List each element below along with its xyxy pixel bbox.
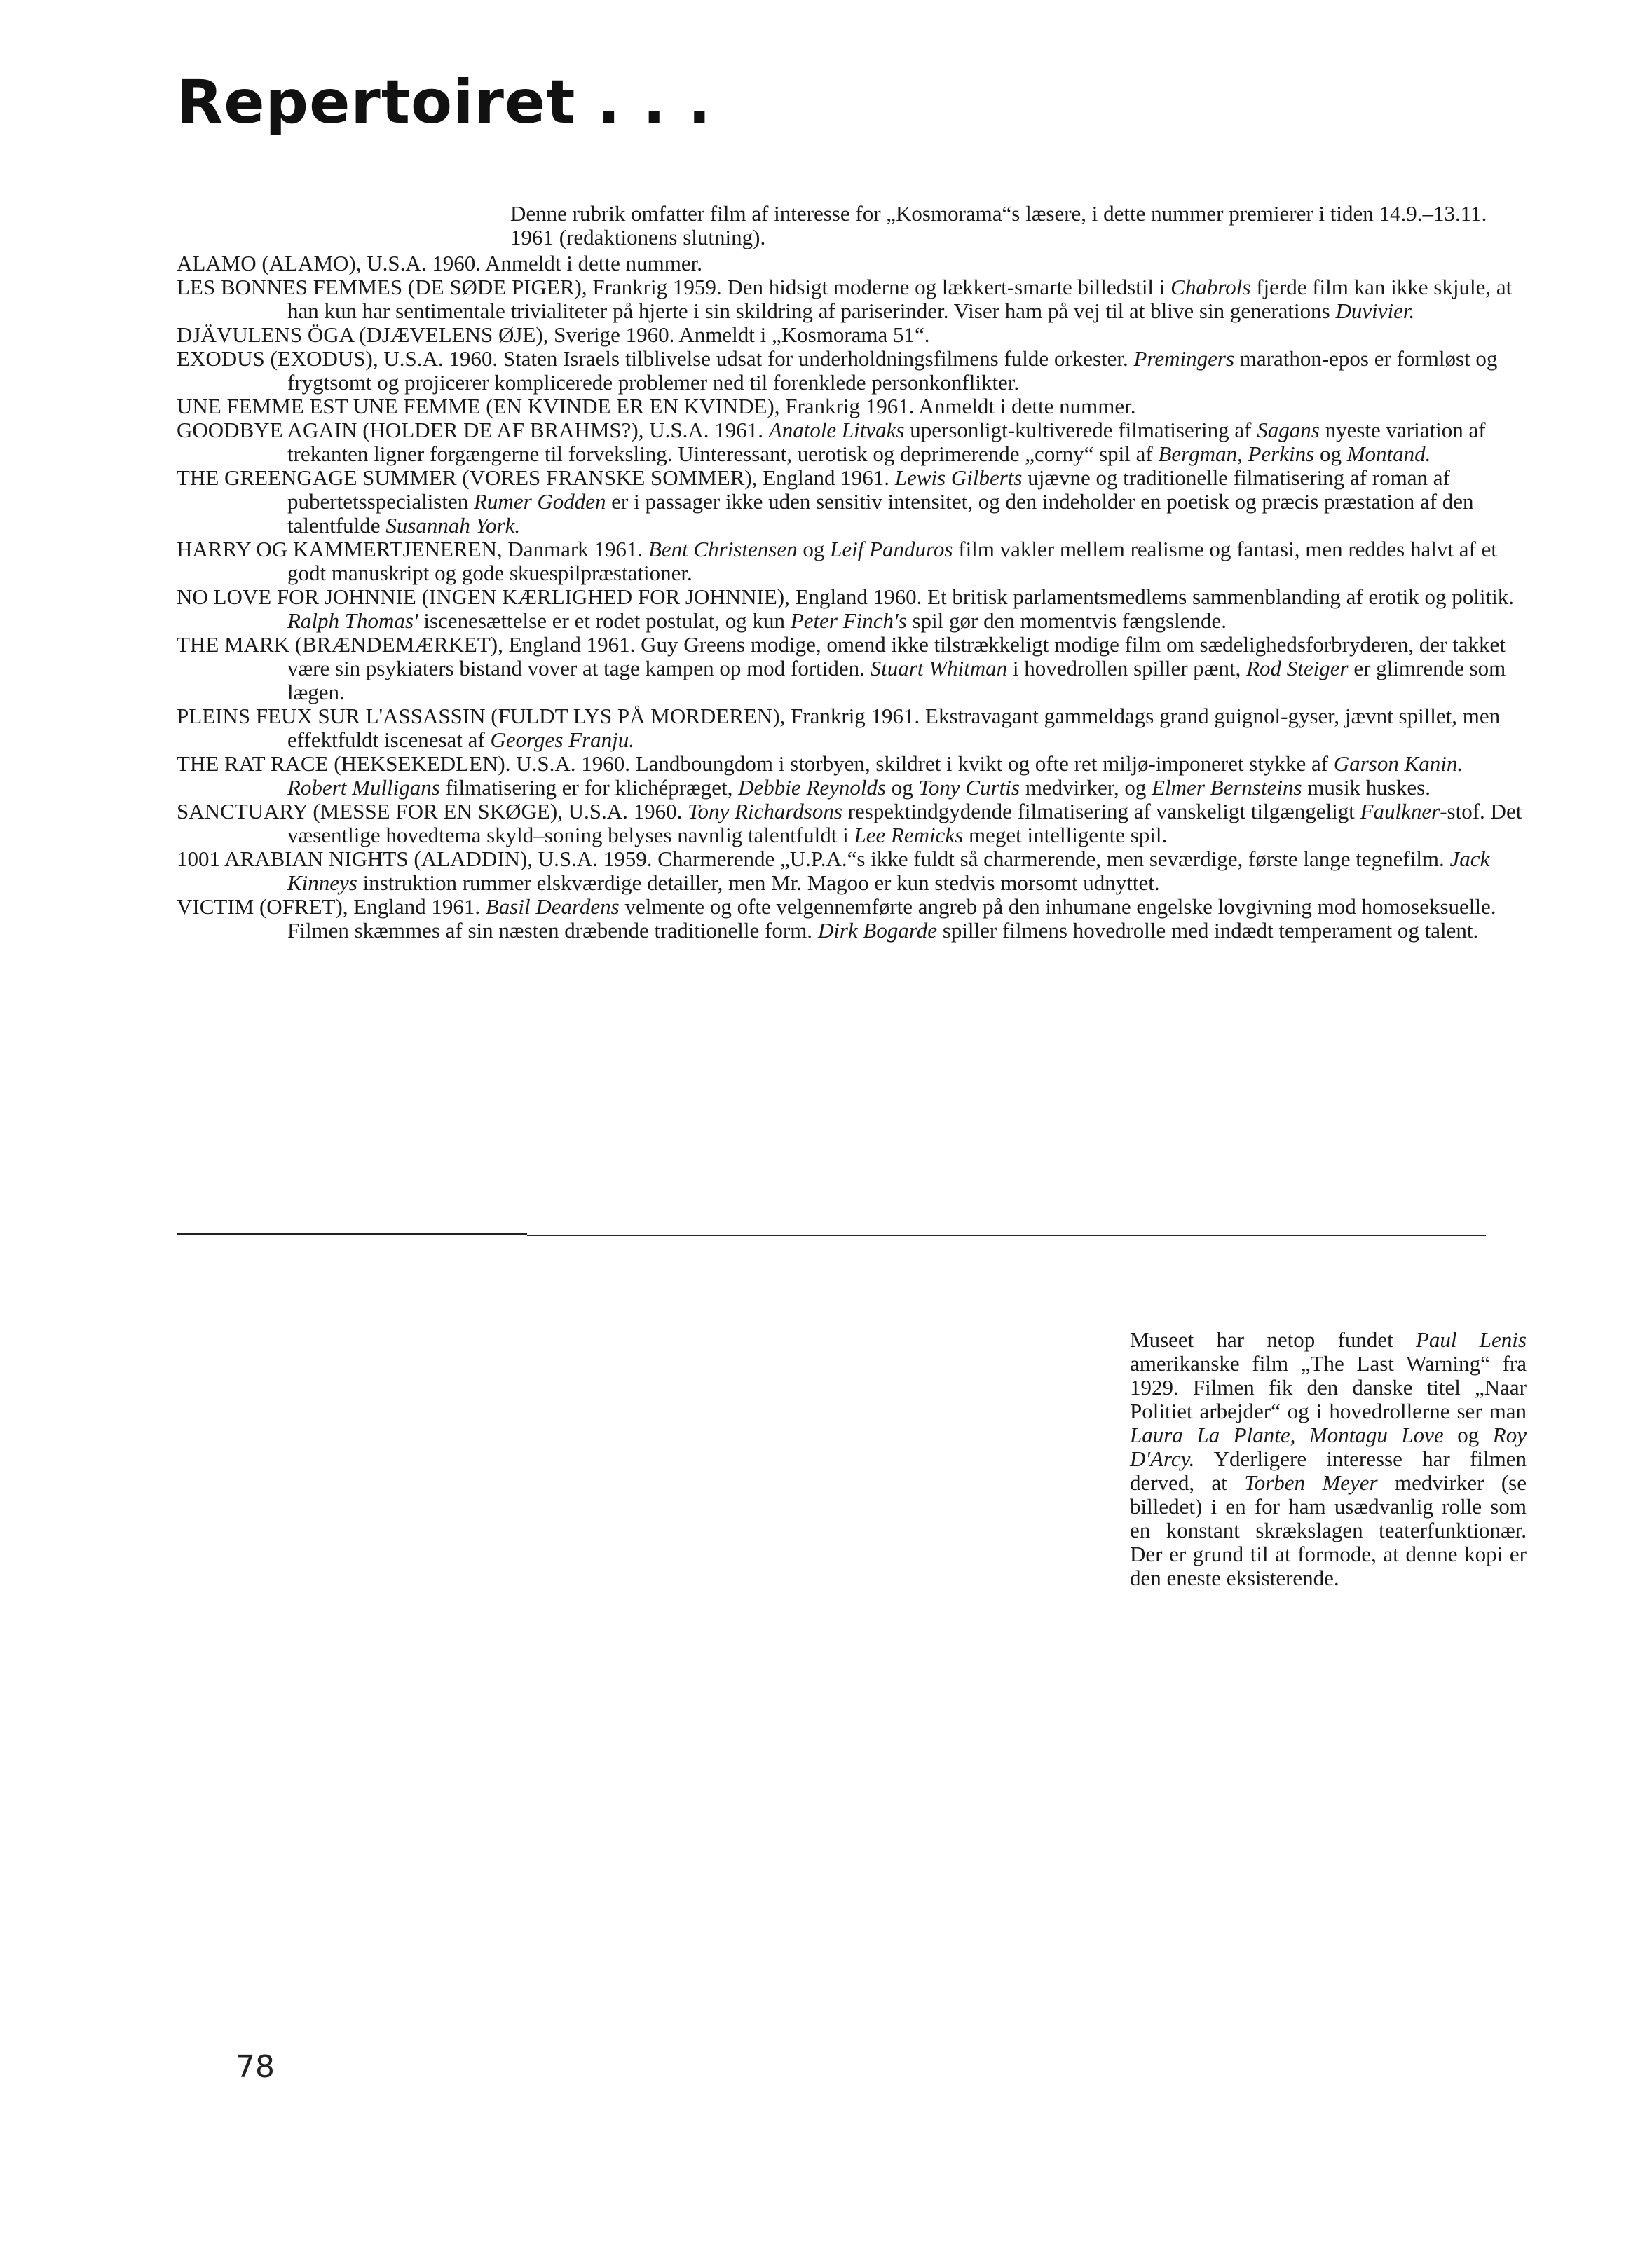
- film-entry: LES BONNES FEMMES (DE SØDE PIGER), Frankrig 1959. Den hidsigt moderne og lækkert-smarte billedstil i Chabrols fjerde film kan ikke skjule, at han kun har sentimentale trivialiteter på hjerte i sin skildring af pariserinder. Viser ham på vej til at blive sin generations Duvivier.: [177, 275, 1513, 323]
- section-divider-left: [177, 1233, 527, 1235]
- film-entry: THE GREENGAGE SUMMER (VORES FRANSKE SOMMER), England 1961. Lewis Gilberts ujævne og traditionelle filmatisering af roman af pubertetsspecialisten Rumer Godden er i passager ikke uden sensitiv intensitet, og den indeholder en poetisk og præcis præstation af den talentfulde Susannah York.: [177, 465, 1474, 538]
- film-entry: VICTIM (OFRET), England 1961. Basil Deardens velmente og ofte velgennemførte angreb på den inhumane engelske lovgivning mod homoseksuelle. Filmen skæmmes af sin næsten dræbende traditionelle form. Dirk Bogarde spiller filmens hovedrolle med indædt temperament og talent.: [177, 894, 1496, 943]
- photo-area: [179, 1302, 1070, 1899]
- intro-paragraph: Denne rubrik omfatter film af interesse for „Kosmorama“s læsere, i dette nummer premierer i tiden 14.9.–13.11. 1961 (redaktionens slutning).: [510, 201, 1487, 249]
- film-entry: THE MARK (BRÆNDEMÆRKET), England 1961. Guy Greens modige, omend ikke tilstrækkeligt modige film om sædelighedsforbryderen, der takket være sin psykiaters bistand vover at tage kampen op mod fortiden. Stuart Whitman i hovedrollen spiller pænt, Rod Steiger er glimrende som lægen.: [177, 632, 1506, 704]
- side-note: Museet har netop fundet Paul Lenis amerikanske film „The Last Warning“ fra 1929. Filmen fik den danske titel „Naar Politiet arbejder“ og i hovedrollerne ser man Laura La Plante, Montagu Love og Roy D'Arcy. Yderligere interesse har filmen derved, at Torben Meyer medvirker (se billedet) i en for ham usædvanlig rolle som en konstant skrækslagen teaterfunktionær. Der er grund til at formode, at denne kopi er den eneste eksisterende.: [1130, 1327, 1527, 1590]
- film-entry: 1001 ARABIAN NIGHTS (ALADDIN), U.S.A. 1959. Charmerende „U.P.A.“s ikke fuldt så charmerende, men seværdige, første lange tegnefilm. Jack Kinneys instruktion rummer elskværdige detailler, men Mr. Magoo er kun stedvis morsomt udnyttet.: [177, 847, 1490, 895]
- section-divider-right: [527, 1235, 1486, 1236]
- film-entry: ALAMO (ALAMO), U.S.A. 1960. Anmeldt i dette nummer.: [177, 251, 702, 275]
- film-entry: SANCTUARY (MESSE FOR EN SKØGE), U.S.A. 1960. Tony Richardsons respektindgydende filmatisering af vanskeligt tilgængeligt Faulkner-stof. Det væsentlige hovedtema skyld–soning belyses navnlig talentfuldt i Lee Remicks meget intelligente spil.: [177, 799, 1522, 847]
- page-title: Repertoiret . . .: [177, 67, 712, 137]
- film-entry: NO LOVE FOR JOHNNIE (INGEN KÆRLIGHED FOR JOHNNIE), England 1960. Et britisk parlamentsmedlems sammenblanding af erotik og politik. Ralph Thomas' iscenesættelse er et rodet postulat, og kun Peter Finch's spil gør den momentvis fængslende.: [177, 584, 1514, 633]
- page-number: 78: [235, 2049, 275, 2085]
- film-entry: EXODUS (EXODUS), U.S.A. 1960. Staten Israels tilblivelse udsat for underholdningsfilmens fulde orkester. Premingers marathon-epos er formløst og frygtsomt og projicerer komplicerede problemer ned til forenklede personkonflikter.: [177, 346, 1498, 395]
- film-entry: GOODBYE AGAIN (HOLDER DE AF BRAHMS?), U.S.A. 1961. Anatole Litvaks upersonligt-kultiverede filmatisering af Sagans nyeste variation af trekanten ligner forgængerne til forveksling. Uinteressant, uerotisk og deprimerende „corny“ spil af Bergman, Perkins og Montand.: [177, 418, 1486, 466]
- film-entry: DJÄVULENS ÖGA (DJÆVELENS ØJE), Sverige 1960. Anmeldt i „Kosmorama 51“.: [177, 322, 930, 347]
- film-entry: THE RAT RACE (HEKSEKEDLEN). U.S.A. 1960. Landboungdom i storbyen, skildret i kvikt og ofte ret miljø-imponeret stykke af Garson Kanin. Robert Mulligans filmatisering er for klichépræget, Debbie Reynolds og Tony Curtis medvirker, og Elmer Bernsteins musik huskes.: [177, 751, 1463, 800]
- film-entry: PLEINS FEUX SUR L'ASSASSIN (FULDT LYS PÅ MORDEREN), Frankrig 1961. Ekstravagant gammeldags grand guignol-gyser, jævnt spillet, men effektfuldt iscenesat af Georges Franju.: [177, 704, 1501, 752]
- film-entry: HARRY OG KAMMERTJENEREN, Danmark 1961. Bent Christensen og Leif Panduros film vakler mellem realisme og fantasi, men reddes halvt af et godt manuskript og gode skuespilpræstationer.: [177, 537, 1497, 585]
- film-entry: UNE FEMME EST UNE FEMME (EN KVINDE ER EN KVINDE), Frankrig 1961. Anmeldt i dette nummer.: [177, 394, 1136, 418]
- film-list: [177, 252, 1522, 943]
